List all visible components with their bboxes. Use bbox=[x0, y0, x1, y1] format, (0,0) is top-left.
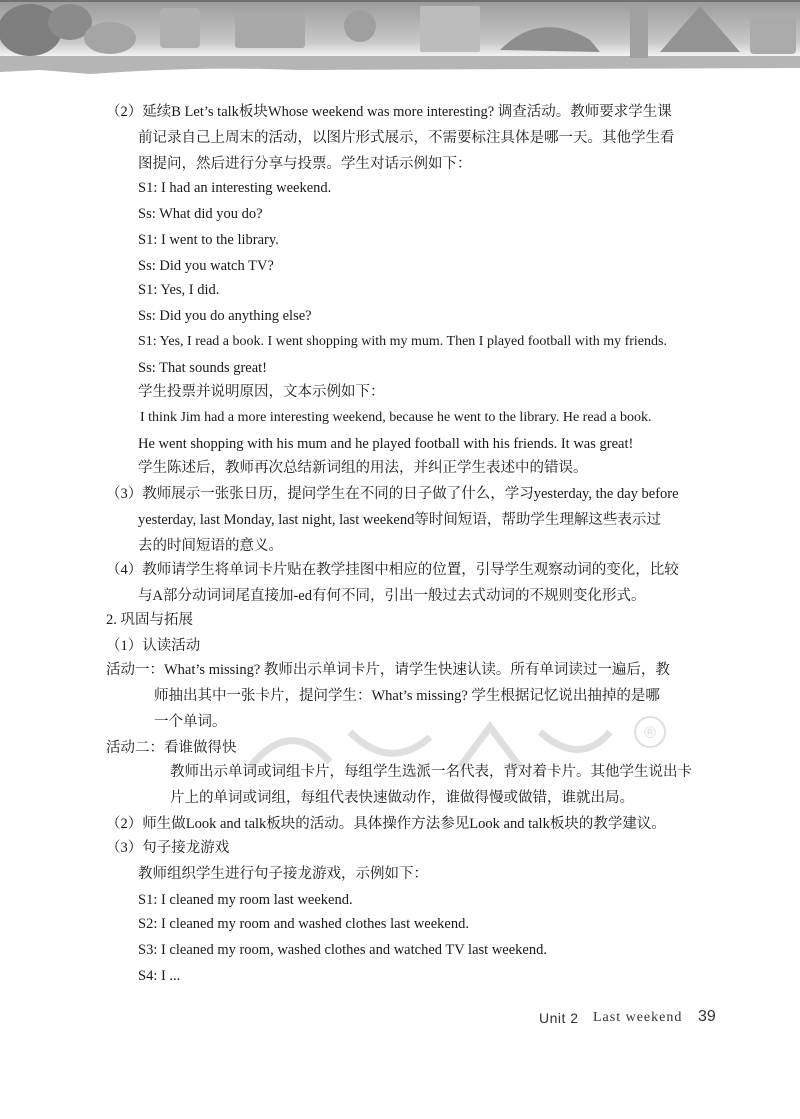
dialogue-line: Ss: What did you do? bbox=[138, 206, 263, 222]
dialogue-line: S4: I ... bbox=[138, 968, 181, 984]
dialogue-line: S1: I went to the library. bbox=[138, 232, 279, 248]
dialogue-line: Ss: That sounds great! bbox=[138, 360, 268, 376]
text-line: 教师组织学生进行句子接龙游戏，示例如下： bbox=[138, 866, 428, 882]
text-line: yesterday, last Monday, last night, last weekend等时间短语，帮助学生理解这些表示过 bbox=[138, 512, 661, 528]
dialogue-line: S1: Yes, I read a book. I went shopping with my mum. Then I played football with my friends. bbox=[138, 334, 667, 349]
dialogue-line: S1: Yes, I did. bbox=[138, 282, 220, 298]
svg-text:®: ® bbox=[642, 723, 658, 742]
text-line: 与A部分动词词尾直接加-ed有何不同，引出一般过去式动词的不规则变化形式。 bbox=[138, 588, 646, 604]
text-line: 去的时间短语的意义。 bbox=[138, 538, 283, 554]
dialogue-line: Ss: Did you do anything else? bbox=[138, 308, 312, 324]
subsection-heading: （1）认读活动 bbox=[106, 638, 201, 654]
text-line: （3）教师展示一张张日历，提问学生在不同的日子做了什么，学习yesterday, the day before bbox=[106, 486, 679, 502]
text-line: 学生投票并说明原因，文本示例如下： bbox=[138, 384, 385, 400]
footer-unit-title: Last weekend bbox=[593, 1010, 683, 1025]
subsection-heading: （3）句子接龙游戏 bbox=[106, 840, 230, 856]
header-banner-illustration bbox=[0, 0, 800, 88]
footer-unit-label: Unit 2 bbox=[539, 1010, 579, 1026]
dialogue-line: S1: I cleaned my room last weekend. bbox=[138, 892, 353, 908]
text-line: 图提问，然后进行分享与投票。学生对话示例如下： bbox=[138, 156, 472, 172]
text-line: 师抽出其中一张卡片，提问学生：What’s missing? 学生根据记忆说出抽掉的是哪 bbox=[154, 688, 660, 704]
example-text-line: I think Jim had a more interesting weekend, because he went to the library. He read a book. bbox=[140, 410, 652, 425]
dialogue-line: Ss: Did you watch TV? bbox=[138, 258, 274, 274]
text-line: 片上的单词或词组，每组代表快速做动作，谁做得慢或做错，谁就出局。 bbox=[170, 790, 634, 806]
section-heading: 2. 巩固与拓展 bbox=[106, 612, 193, 628]
dialogue-line: S1: I had an interesting weekend. bbox=[138, 180, 332, 196]
text-line: 前记录自己上周末的活动，以图片形式展示，不需要标注具体是哪一天。其他学生看 bbox=[138, 130, 675, 146]
example-text-line: He went shopping with his mum and he played football with his friends. It was great! bbox=[138, 436, 634, 452]
text-line: （2）延续B Let’s talk板块Whose weekend was more interesting? 调查活动。教师要求学生课 bbox=[106, 104, 672, 120]
text-line: 活动一：What’s missing? 教师出示单词卡片，请学生快速认读。所有单词读过一遍后，教 bbox=[106, 662, 670, 678]
text-line: 活动二：看谁做得快 bbox=[106, 740, 237, 756]
text-line: （4）教师请学生将单词卡片贴在教学挂图中相应的位置，引导学生观察动词的变化，比较 bbox=[106, 562, 679, 578]
text-line: 教师出示单词或词组卡片，每组学生选派一名代表，背对着卡片。其他学生说出卡 bbox=[170, 764, 692, 780]
dialogue-line: S3: I cleaned my room, washed clothes and watched TV last weekend. bbox=[138, 942, 547, 958]
text-line: （2）师生做Look and talk板块的活动。具体操作方法参见Look and talk板块的教学建议。 bbox=[106, 816, 666, 832]
text-line: 学生陈述后，教师再次总结新词组的用法，并纠正学生表述中的错误。 bbox=[138, 460, 588, 476]
page-number: 39 bbox=[698, 1008, 716, 1025]
text-line: 一个单词。 bbox=[154, 714, 227, 730]
dialogue-line: S2: I cleaned my room and washed clothes last weekend. bbox=[138, 916, 469, 932]
